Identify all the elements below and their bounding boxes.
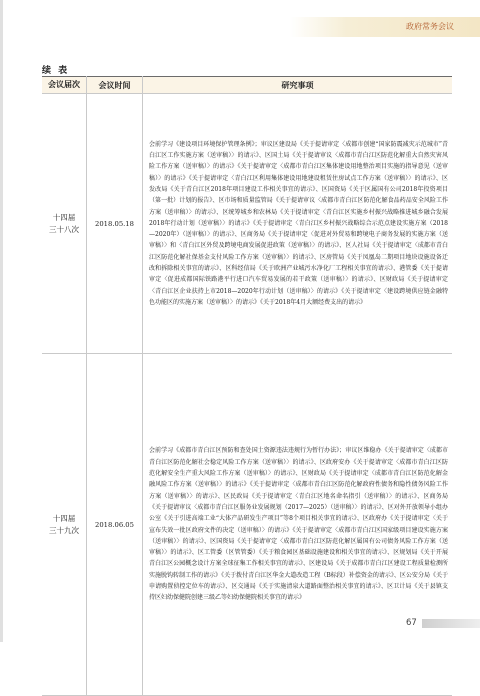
date-cell: 2018.05.18 <box>87 94 143 354</box>
table-row <box>42 354 452 696</box>
session-cell <box>42 354 87 696</box>
header-banner-text: 政府常务会议 <box>406 22 454 31</box>
table-header-row <box>42 77 452 94</box>
header-date: 会议时间 <box>87 77 143 94</box>
session-label: 十四届 三十八次 <box>49 212 79 234</box>
left-edge-stripe <box>0 0 3 642</box>
table-row <box>42 94 452 354</box>
meetings-table <box>42 76 452 696</box>
topics-cell: 会前学习《建设项目环境保护管理条例》；审议区建设局《关于提请审定〈成都市创建“国家防震减灾示范城市”青白江区工作实施方案（送审稿）〉的请示》、区国土局《关于提请审议〈成都市青白江区防范化解重大自然灾害风险工作方案（送审稿）〉的请示》《关于提请审定〈成都市青白江区集体建设用地整治项目实施的指导意见（送审稿）〉的请示》《关于提请审定〈青白江区利用集体建设用地建设租赁住房试点工作方案（送审稿）〉的请示》、区发改局《关于青白江区2018年项目建设工作相关事宜的请示》、区国资局《关于区属国有公司2018年投资项目（第一批）计划的报告》、区市场和质量监管局《关于提请审议〈成都市青白江区防范化解食品药品安全风险工作方案（送审稿）〉的请示》、区统筹城乡和农林局《关于提请审定〈青白江区实施乡村振兴战略推进城乡融合发展2018年行动计划（送审稿）〉的请示》《关于提请审定〈青白江区乡村振兴战略综合示范点建设实施方案（2018—2020年）（送审稿）〉的请示》、区商务局《关于提请审定〈促进对外贸易和跨境电子商务发展的实施方案（送审稿）〉和〈青白江区外贸及跨境电商发展促进政策（送审稿）〉的请示》、区人社局《关于提请审定〈成都市青白江区防范化解社保基金支付风险工作方案（送审稿）〉的请示》、区房管局《关于凤凰岛二期项目地块设施设备迁改和拆除相关事宜的请示》、区科经信局《关于欧洲产业城污水净化厂工程相关事宜的请示》、港管委《关于提请审定〈促进成都国际铁路港平行进口汽车贸易发展的若干政策（送审稿）〉的请示》、区财政局《关于提请审定〈青白江区企业扶持上市2018—2020年行动计划（送审稿）〉的请示》《关于提请审定〈建设跨境供应链金融特色功能区的实施方案（送审稿）〉的请示》《关于2018年4月大额经费支出的请示》 <box>143 94 453 354</box>
continued-table-label: 续 表 <box>42 66 70 76</box>
page-number-bar <box>422 619 480 628</box>
page-number: 67 <box>406 618 417 628</box>
header-topics: 研究事项 <box>143 77 453 94</box>
topics-cell: 会前学习《成都市青白江区预防和查处国土资源违法违规行为暂行办法》；审议区维稳办《关于提请审定〈成都市青白江区防范化解社会稳定风险工作方案（送审稿）〉的请示》、区政府安办《关于提请审定〈成都市青白江区防范化解安全生产重大风险工作方案（送审稿）〉的请示》、区财政局《关于提请审定〈成都市青白江区防范化解金融风险工作方案（送审稿）〉的请示》《关于提请审定〈成都市青白江区防范化解政府性债务和隐性债务风险工作方案（送审稿）〉的请示》、区民政局《关于提请审定〈青白江区地名命名指引（送审稿）〉的请示》、区商务局《关于提请审议〈成都市青白江区服务业发展规划（2017—2025）（送审稿）〉的请示》、区对外开放领导小组办公室《关于引进高端工业“大体产品研发生产项目”等8个项目相关事宜的请示》、区政府办《关于提请审定〈关于宣布失效一批区政府文件的决定（送审稿）〉的请示》《关于提请审定〈成都市青白江区国家级项目建设实施方案（送审稿）〉的请示》、区国资局《关于提请审定〈成都市青白江区防范化解区属国有公司债务风险工作方案（送审稿）〉的请示》、区工管委（区管管委）《关于粮食园区基础设施建设和相关事宜的请示》、区规划局《关于开展青白江区公园概念设计方案全球征集工作相关事宜的请示》、区建设局《关于成都市青白江区建设工程质量检测所实施脱钩转制工作的请示》《关于拨付青白江区华金大道改造工程（B标段）补偿资金的请示》、区公安分局《关于申请购置侦控定位车的请示》、区交通局《关于实施清泉大道路面整治相关事宜的请示》、区卫计局《关于县镇支持区妇幼保健院创建三级乙等妇幼保健院相关事宜的请示》 <box>143 354 453 696</box>
session-cell <box>42 94 87 354</box>
header-session: 会议届次 <box>42 77 87 94</box>
session-label: 十四届 三十九次 <box>49 513 79 535</box>
header-banner <box>290 17 480 37</box>
date-cell: 2018.06.05 <box>87 354 143 696</box>
